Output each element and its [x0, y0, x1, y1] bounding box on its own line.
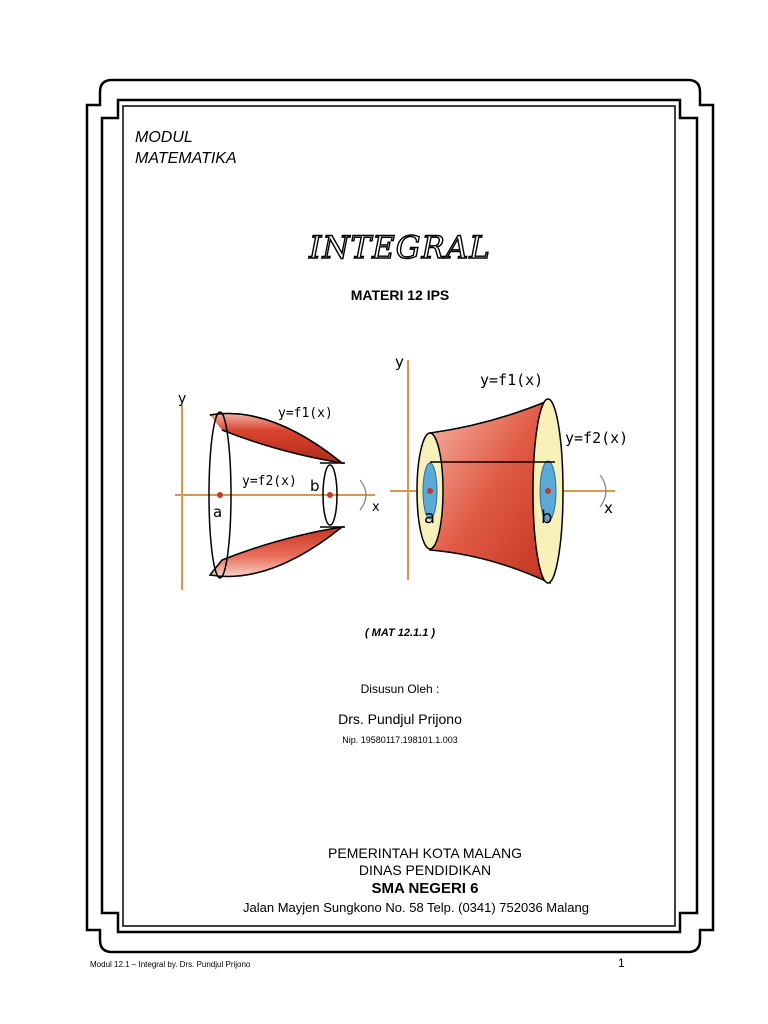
institution-line1: PEMERINTAH KOTA MALANG — [328, 845, 522, 861]
left-f1-label: y=f1(x) — [278, 406, 333, 421]
institution-line2: DINAS PENDIDIKAN — [358, 862, 492, 878]
page-number: 1 — [618, 956, 625, 970]
left-y-label: y — [178, 391, 187, 407]
left-a-label: a — [213, 503, 223, 521]
right-solid-figure — [390, 353, 628, 583]
author-name: Drs. Pundjul Prijono — [338, 711, 462, 727]
right-f2-label: y=f2(x) — [565, 429, 629, 447]
right-y-label: y — [395, 353, 404, 371]
document-subtitle: MATERI 12 IPS — [350, 287, 450, 303]
module-header — [135, 127, 237, 169]
author-prefix: Disusun Oleh : — [360, 682, 440, 696]
module-header-line2: MATEMATIKA — [135, 150, 237, 167]
right-f1-label: y=f1(x) — [480, 371, 544, 389]
right-x-label: x — [604, 499, 613, 517]
right-point-a — [427, 488, 433, 494]
right-b-label: b — [541, 507, 553, 528]
document-title: INTEGRAL — [309, 230, 491, 266]
institution-block — [320, 845, 530, 879]
author-nip: Nip. 19580117.198101.1.003 — [342, 735, 458, 745]
right-solid-body — [430, 400, 553, 583]
integral-illustration — [160, 345, 630, 600]
left-washer-figure — [175, 391, 380, 590]
right-a-label: a — [424, 507, 436, 528]
page-footer: Modul 12.1 – Integral by. Drs. Pundjul Prijono — [90, 960, 251, 969]
left-point-a — [217, 492, 223, 498]
module-header-line1: MODUL — [135, 129, 193, 146]
school-address: Jalan Mayjen Sungkono No. 58 Telp. (0341) 752036 Malang — [243, 900, 589, 915]
left-point-b — [327, 492, 333, 498]
module-code: ( MAT 12.1.1 ) — [364, 627, 436, 639]
left-f2-label: y=f2(x) — [242, 474, 297, 489]
left-b-label: b — [310, 477, 320, 495]
school-name: SMA NEGERI 6 — [371, 880, 479, 897]
right-point-b — [545, 488, 551, 494]
left-x-label: x — [372, 500, 380, 515]
